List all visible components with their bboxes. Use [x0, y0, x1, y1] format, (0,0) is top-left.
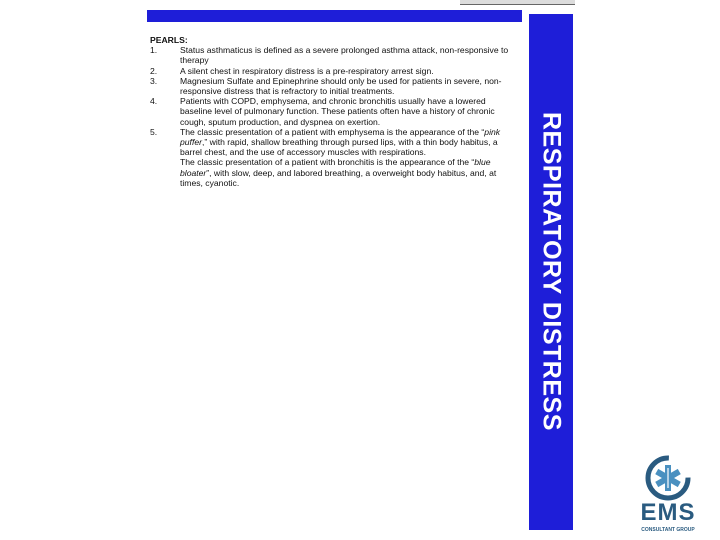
ems-logo [622, 455, 714, 535]
pearl-extra-paragraph [150, 157, 520, 188]
header-bar [147, 10, 522, 22]
sidebar-title: RESPIRATORY DISTRESS [537, 111, 566, 431]
pearl-number: 4. [150, 96, 158, 107]
sidebar-title-wrap [529, 86, 573, 456]
pearl-item [150, 96, 520, 127]
pearl-emphasis: pink puffer [180, 126, 501, 148]
pearl-number: 3. [150, 75, 158, 86]
pearl-text-start: The classic presentation of a patient with emphysema is the appearance of the “ [180, 126, 485, 137]
pearl-text: Patients with COPD, emphysema, and chronic bronchitis usually have a lowered baseline level of pulmonary function. These patients often have a history of chronic cough, sputum production, and dyspnea on exertion. [180, 96, 495, 127]
pearl-number: 1. [150, 45, 158, 56]
pearl-item [150, 127, 520, 158]
logo-subtitle: CONSULTANT GROUP [641, 527, 695, 533]
extra-emphasis: blue bloater [180, 157, 491, 178]
top-right-frame [460, 0, 575, 5]
pearls-section [150, 35, 520, 188]
extra-text-end: ”, with slow, deep, and labored breathing, a overweight body habitus, and, at times, cyanotic. [180, 167, 497, 188]
pearl-text-end: ,” with rapid, shallow breathing through pursed lips, with a thin body habitus, a barrel chest, and the use of accessory muscles with respirations. [180, 137, 498, 158]
pearl-text: Status asthmaticus is defined as a severe prolonged asthma attack, non-responsive to therapy [180, 45, 509, 66]
pearl-text [180, 127, 520, 158]
pearl-item [150, 45, 520, 65]
pearl-item [150, 66, 520, 76]
pearl-number: 5. [150, 126, 158, 137]
logo-wordmark: EMS [640, 499, 696, 526]
extra-text-start: The classic presentation of a patient with bronchitis is the appearance of the “ [180, 157, 475, 168]
pearl-item [150, 76, 520, 96]
pearl-text: Magnesium Sulfate and Epinephrine should only be used for patients in severe, non-responsive distress that is refractory to initial treatments. [180, 75, 502, 97]
pearl-number: 2. [150, 65, 158, 76]
pearls-heading: PEARLS: [150, 35, 188, 45]
pearl-text: A silent chest in respiratory distress is a pre-respiratory arrest sign. [180, 65, 434, 76]
star-of-life-icon [622, 455, 714, 501]
